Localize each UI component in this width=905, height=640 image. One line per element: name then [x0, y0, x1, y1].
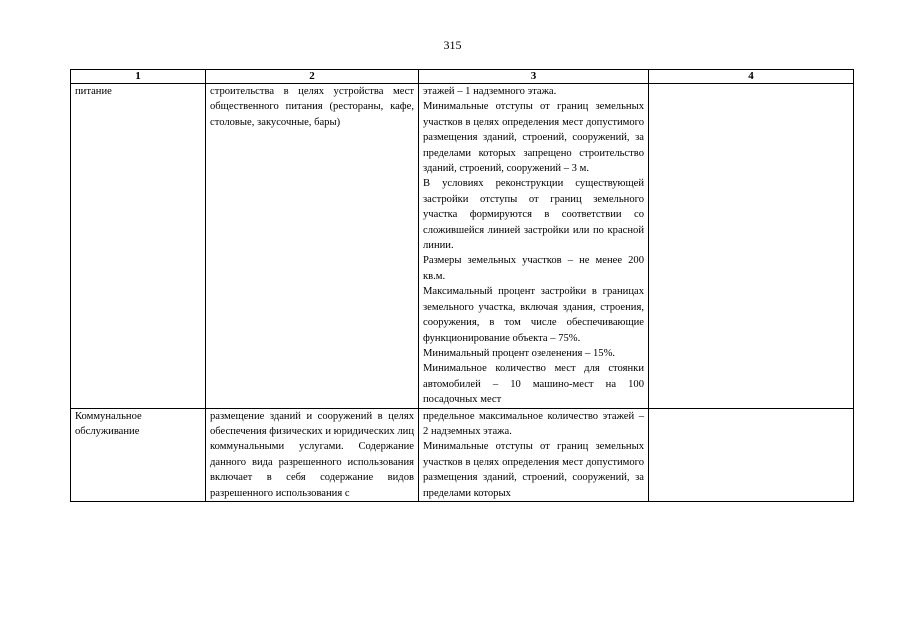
row-1-description: [206, 84, 419, 409]
row-1-description-text: строительства в целях устройства мест общественного питания (рестораны, кафе, столовые, закусочные, бары): [210, 86, 414, 128]
table-row: [71, 84, 854, 409]
document-table: [70, 69, 854, 502]
row-2-parameters: [419, 408, 649, 501]
column-header-1: 1: [71, 70, 206, 84]
row-1-param-max-coverage: Максимальный процент застройки в границах земельного участка, включая здания, строения, сооружения, в том числе обеспечивающие функционирование объекта – 75%.: [423, 286, 644, 344]
row-2-param-floors: предельное максимальное количество этажей – 2 надземных этажа.: [423, 410, 644, 437]
row-2-description-text: размещение зданий и сооружений в целях обеспечения физических и юридических лиц коммунальными услугами. Содержание данного вида разрешенного использования включает в себя содержание видов разрешенного использования с: [210, 410, 414, 499]
row-1-param-reconstruction: В условиях реконструкции существующей застройки отступы от границ земельного участка формируются в соответствии со сложившейся линией застройки или по красной линии.: [423, 178, 644, 252]
row-2-description: [206, 408, 419, 501]
row-1-use-name: питание: [71, 84, 206, 409]
table-row: [71, 408, 854, 501]
page-number: 315: [443, 38, 462, 52]
row-1-param-setbacks: Минимальные отступы от границ земельных участков в целях определения мест допустимого размещения зданий, строений, сооружений, за пределами которых запрещено строительство зданий, строений, сооружений – 3 м.: [423, 101, 644, 175]
table-header-row: [71, 70, 854, 84]
row-1-param-parking: Минимальное количество мест для стоянки автомобилей – 10 машино-мест на 100 посадочных мест: [423, 363, 644, 406]
row-1-param-plot-size: Размеры земельных участков – не менее 200 кв.м.: [423, 255, 644, 282]
column-header-2: 2: [206, 70, 419, 84]
row-2-notes: [649, 408, 854, 501]
column-header-4: 4: [649, 70, 854, 84]
row-1-param-min-greenery: Минимальный процент озеленения – 15%.: [423, 347, 616, 359]
row-2-param-setbacks: Минимальные отступы от границ земельных участков в целях определения мест допустимого размещения зданий, строений, сооружений, за пределами которых: [423, 441, 644, 499]
column-header-3: 3: [419, 70, 649, 84]
row-1-param-floors: этажей – 1 надземного этажа.: [423, 86, 557, 97]
row-2-use-name: Коммунальное обслуживание: [71, 408, 206, 501]
row-1-notes: [649, 84, 854, 409]
row-1-parameters: [419, 84, 649, 409]
